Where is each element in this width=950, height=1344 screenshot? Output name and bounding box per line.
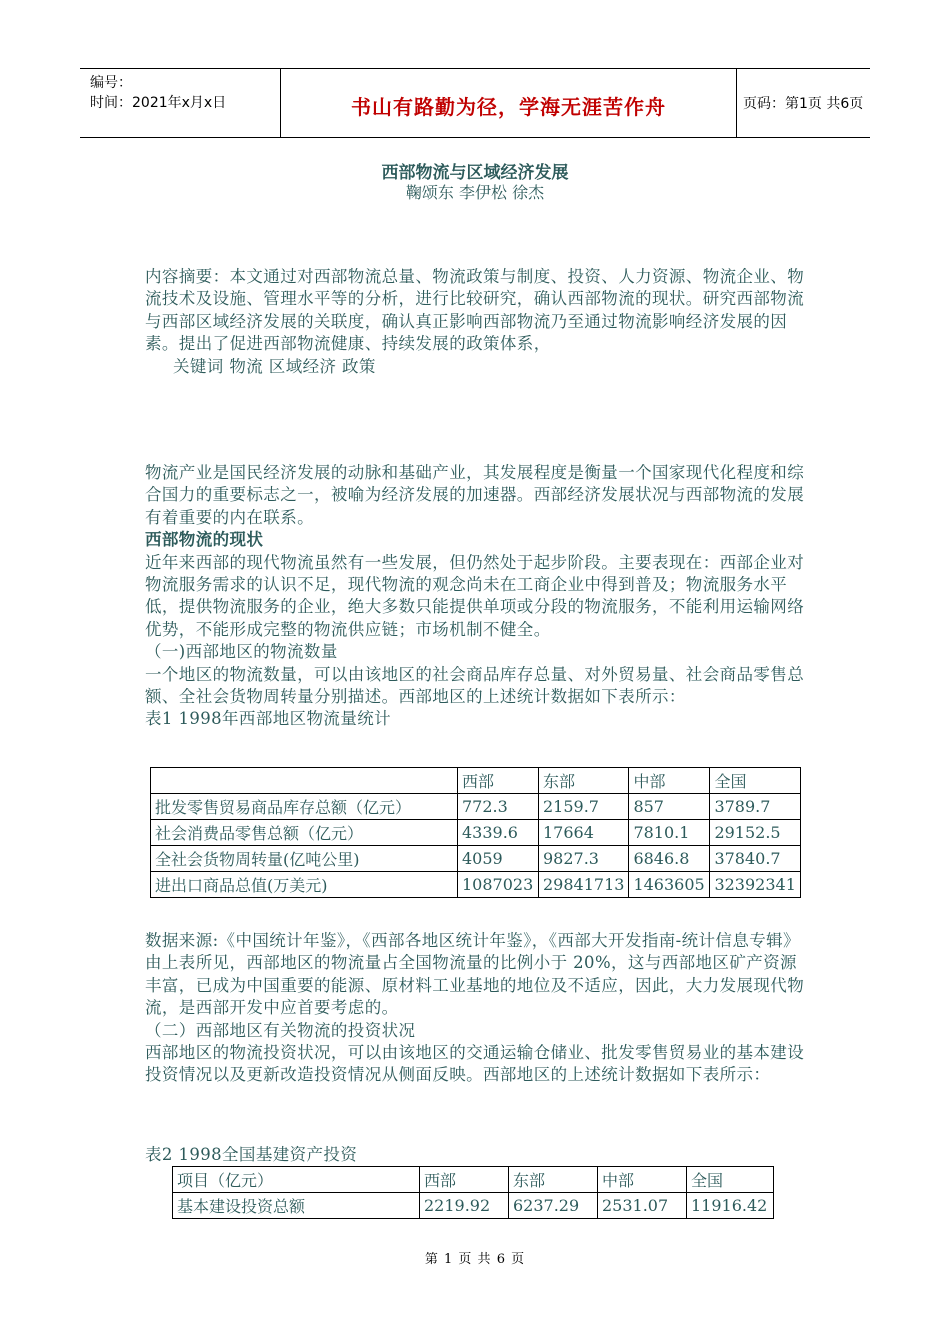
table-row: [151, 872, 801, 898]
table-infrastructure-investment: [172, 1166, 774, 1219]
table1-caption: 表1 1998年西部地区物流量统计: [145, 709, 392, 729]
table-row: [151, 794, 801, 820]
header-motto-cell: [280, 69, 737, 137]
section-paragraph: 近年来西部的现代物流虽然有一些发展，但仍然处于起步阶段。主要表现在：西部企业对物流服务需求的认识不足，现代物流的观念尚未在工商企业中得到普及；物流服务水平低，提供物流服务的企业，绝大多数只能提供单项或分段的物流服务，不能利用运输网络优势，不能形成完整的物流供应链；市场机制不健全。: [145, 552, 805, 639]
table-cell: 9827.3: [539, 846, 629, 872]
table-header-cell: 东部: [539, 768, 629, 794]
page-footer: 第 1 页 共 6 页: [424, 1252, 526, 1267]
table-cell: 1087023: [458, 872, 539, 898]
table-row: [173, 1193, 774, 1219]
table-header-cell: 中部: [629, 768, 710, 794]
table-header-row: [173, 1167, 774, 1193]
table-header-cell: 全国: [687, 1167, 774, 1193]
section-heading: 西部物流的现状: [145, 530, 264, 550]
intro-paragraph: 物流产业是国民经济发展的动脉和基础产业，其发展程度是衡量一个国家现代化程度和综合国力的重要标志之一，被喻为经济发展的加速器。西部经济发展状况与西部物流的发展有着重要的内在联系。: [145, 463, 805, 527]
table-cell: 29841713: [539, 872, 629, 898]
table-row: [151, 846, 801, 872]
table-cell: 基本建设投资总额: [173, 1193, 420, 1219]
table-header-cell: 西部: [420, 1167, 509, 1193]
table-cell: 17664: [539, 820, 629, 846]
motto: 书山有路勤为径，学海无涯苦作舟: [351, 95, 666, 119]
table-header-row: [151, 768, 801, 794]
subsection-heading: （一)西部地区的物流数量: [145, 642, 338, 662]
abstract-block: [145, 266, 811, 378]
table-header-cell: 东部: [509, 1167, 598, 1193]
page-indicator: 页码：第1页 共6页: [743, 96, 864, 112]
subsection-heading: （二）西部地区有关物流的投资状况: [145, 1020, 416, 1040]
analysis-paragraph: 由上表所见，西部地区的物流量占全国物流量的比例小于 20%，这与西部地区矿产资源丰富，已成为中国重要的能源、原材料工业基地的地位及不适应，因此，大力发展现代物流，是西部开发中应首要考虑的。: [145, 953, 805, 1018]
table-header-cell: 中部: [598, 1167, 687, 1193]
table-header-cell: [151, 768, 458, 794]
table-header-cell: 项目（亿元）: [173, 1167, 420, 1193]
table-cell: 4339.6: [458, 820, 539, 846]
table-logistics-volume: [150, 767, 801, 898]
table-cell: 4059: [458, 846, 539, 872]
page-header: [80, 68, 870, 138]
number-label: 编号：: [90, 75, 132, 91]
table-cell: 2219.92: [420, 1193, 509, 1219]
body-block: [145, 462, 811, 731]
table-header-cell: 西部: [458, 768, 539, 794]
table-cell: 32392341: [710, 872, 801, 898]
abstract: 内容摘要：本文通过对西部物流总量、物流政策与制度、投资、人力资源、物流企业、物流技术及设施、管理水平等的分析，进行比较研究，确认西部物流的现状。研究西部物流与西部区域经济发展的关联度，确认真正影响西部物流乃至通过物流影响经济发展的因素。提出了促进西部物流健康、持续发展的政策体系，: [145, 267, 805, 354]
table-cell: 772.3: [458, 794, 539, 820]
table2-caption-block: [145, 1144, 811, 1166]
table-cell: 6846.8: [629, 846, 710, 872]
table-cell: 批发零售贸易商品库存总额（亿元）: [151, 794, 458, 820]
table-cell: 7810.1: [629, 820, 710, 846]
table-cell: 11916.42: [687, 1193, 774, 1219]
table-cell: 2531.07: [598, 1193, 687, 1219]
table-cell: 37840.7: [710, 846, 801, 872]
table-cell: 2159.7: [539, 794, 629, 820]
article-authors: 鞠颂东 李伊松 徐杰: [405, 183, 545, 202]
body-block-2: [145, 930, 811, 1087]
table-cell: 3789.7: [710, 794, 801, 820]
source-note: 数据来源:《中国统计年鉴》，《西部各地区统计年鉴》，《西部大开发指南-统计信息专辑》: [145, 931, 800, 950]
table-header-cell: 全国: [710, 768, 801, 794]
table-row: [151, 820, 801, 846]
table-cell: 6237.29: [509, 1193, 598, 1219]
table-cell: 857: [629, 794, 710, 820]
table-cell: 全社会货物周转量(亿吨公里): [151, 846, 458, 872]
article-title: 西部物流与区域经济发展: [381, 163, 569, 183]
table-cell: 社会消费品零售总额（亿元）: [151, 820, 458, 846]
table2-caption: 表2 1998全国基建资产投资: [145, 1145, 358, 1164]
keywords: 关键词 物流 区域经济 政策: [173, 356, 376, 376]
table-cell: 29152.5: [710, 820, 801, 846]
table-cell: 1463605: [629, 872, 710, 898]
time-label: 时间：2021年x月x日: [90, 95, 227, 111]
table-cell: 进出口商品总值(万美元): [151, 872, 458, 898]
subsection-paragraph: 一个地区的物流数量，可以由该地区的社会商品库存总量、对外贸易量、社会商品零售总额、全社会货物周转量分别描述。西部地区的上述统计数据如下表所示：: [145, 664, 805, 707]
header-meta: [90, 73, 226, 113]
subsection-paragraph: 西部地区的物流投资状况，可以由该地区的交通运输仓储业、批发零售贸易业的基本建设投资情况以及更新改造投资情况从侧面反映。西部地区的上述统计数据如下表所示：: [145, 1043, 805, 1085]
